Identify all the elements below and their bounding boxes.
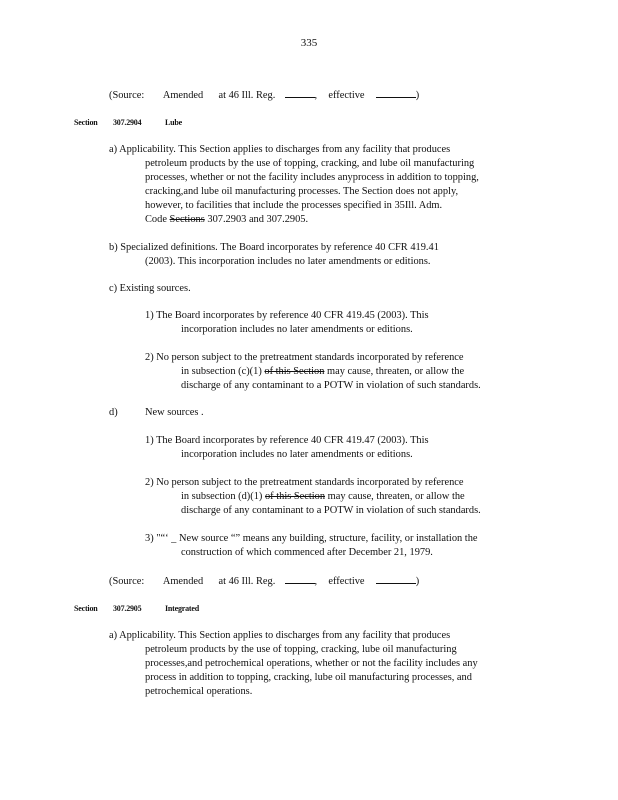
- source-note: [109, 88, 419, 101]
- para-d2-cont: may cause, threaten, or allow the: [327, 491, 465, 502]
- subsection-ref: in subsection (d)(1): [181, 491, 263, 502]
- section-title: Lube: [165, 118, 182, 127]
- source-comma: ,: [314, 576, 318, 587]
- reg-blank: [285, 88, 315, 98]
- para-c2-line1: 2) No person subject to the pretreatment standards incorporated by reference: [145, 352, 464, 363]
- struck-text: of this Section: [264, 366, 325, 377]
- para-d2-line1: 2) No person subject to the pretreatment standards incorporated by reference: [145, 477, 464, 488]
- para-a-line3: processes,and petrochemical operations, whether or not the facility includes any: [145, 658, 478, 669]
- para-a-line2: petroleum products by the use of topping, cracking, and lube oil manufacturing: [145, 158, 475, 169]
- section-number: 307.2905: [113, 604, 142, 613]
- source-note: [109, 574, 419, 587]
- struck-text: Sections: [169, 214, 205, 225]
- source-close: ): [415, 90, 420, 101]
- para-a-line4: cracking,and lube oil manufacturing processes. The Section does not apply,: [145, 186, 459, 197]
- para-a-line5: petrochemical operations.: [145, 686, 253, 697]
- para-a-code: Code: [145, 214, 167, 225]
- section-number: 307.2904: [113, 118, 142, 127]
- para-c2-line3: discharge of any contaminant to a POTW in violation of such standards.: [181, 380, 481, 391]
- para-c2-cont: may cause, threaten, or allow the: [327, 366, 465, 377]
- effective-blank: [376, 574, 416, 584]
- source-amended: Amended: [162, 90, 204, 101]
- para-d3-line2: construction of which commenced after December 21, 1979.: [181, 547, 433, 558]
- para-a-line2: petroleum products by the use of topping, cracking, lube oil manufacturing: [145, 644, 457, 655]
- para-d-label: d): [109, 407, 118, 418]
- reg-blank: [285, 574, 315, 584]
- effective-blank: [376, 88, 416, 98]
- source-reg: at 46 Ill. Reg.: [218, 576, 276, 587]
- source-reg: at 46 Ill. Reg.: [218, 90, 276, 101]
- para-b-line2: (2003). This incorporation includes no later amendments or editions.: [145, 256, 431, 267]
- para-c-heading: c) Existing sources.: [109, 283, 191, 294]
- para-d2-line2: [181, 491, 465, 502]
- para-a-line1: a) Applicability. This Section applies to discharges from any facility that produces: [109, 144, 451, 155]
- section-label: Section: [74, 118, 98, 127]
- section-label: Section: [74, 604, 98, 613]
- section-title: Integrated: [165, 604, 199, 613]
- source-comma: ,: [314, 90, 318, 101]
- source-prefix: (Source:: [109, 90, 145, 101]
- para-a-line6: [145, 214, 308, 225]
- para-d2-line3: discharge of any contaminant to a POTW in violation of such standards.: [181, 505, 481, 516]
- para-c2-line2: [181, 366, 464, 377]
- para-a-line1: a) Applicability. This Section applies to discharges from any facility that produces: [109, 630, 451, 641]
- para-b-line1: b) Specialized definitions. The Board incorporates by reference 40 CFR 419.41: [109, 242, 439, 253]
- source-effective: effective: [328, 576, 365, 587]
- source-prefix: (Source:: [109, 576, 145, 587]
- para-a-refs: 307.2903 and 307.2905.: [207, 214, 309, 225]
- source-effective: effective: [328, 90, 365, 101]
- struck-text: of this Section: [264, 491, 326, 502]
- para-a-line4: process in addition to topping, cracking, lube oil manufacturing processes, and: [145, 672, 472, 683]
- para-a-line5: however, to facilities that include the processes specified in 35Ill. Adm.: [145, 200, 443, 211]
- source-close: ): [415, 576, 420, 587]
- para-c1-line1: 1) The Board incorporates by reference 40 CFR 419.45 (2003). This: [145, 310, 429, 321]
- para-d1-line1: 1) The Board incorporates by reference 40 CFR 419.47 (2003). This: [145, 435, 429, 446]
- para-d3-line1: 3) "“‘ _ New source “” means any building, structure, facility, or installation the: [145, 533, 478, 544]
- subsection-ref: in subsection (c)(1): [181, 366, 262, 377]
- para-d1-line2: incorporation includes no later amendments or editions.: [181, 449, 413, 460]
- source-amended: Amended: [162, 576, 204, 587]
- para-d-heading: New sources .: [145, 407, 204, 418]
- para-c1-line2: incorporation includes no later amendments or editions.: [181, 324, 413, 335]
- para-a-line3: processes, whether or not the facility includes anyprocess in addition to topping,: [145, 172, 479, 183]
- page-number: 335: [300, 37, 318, 49]
